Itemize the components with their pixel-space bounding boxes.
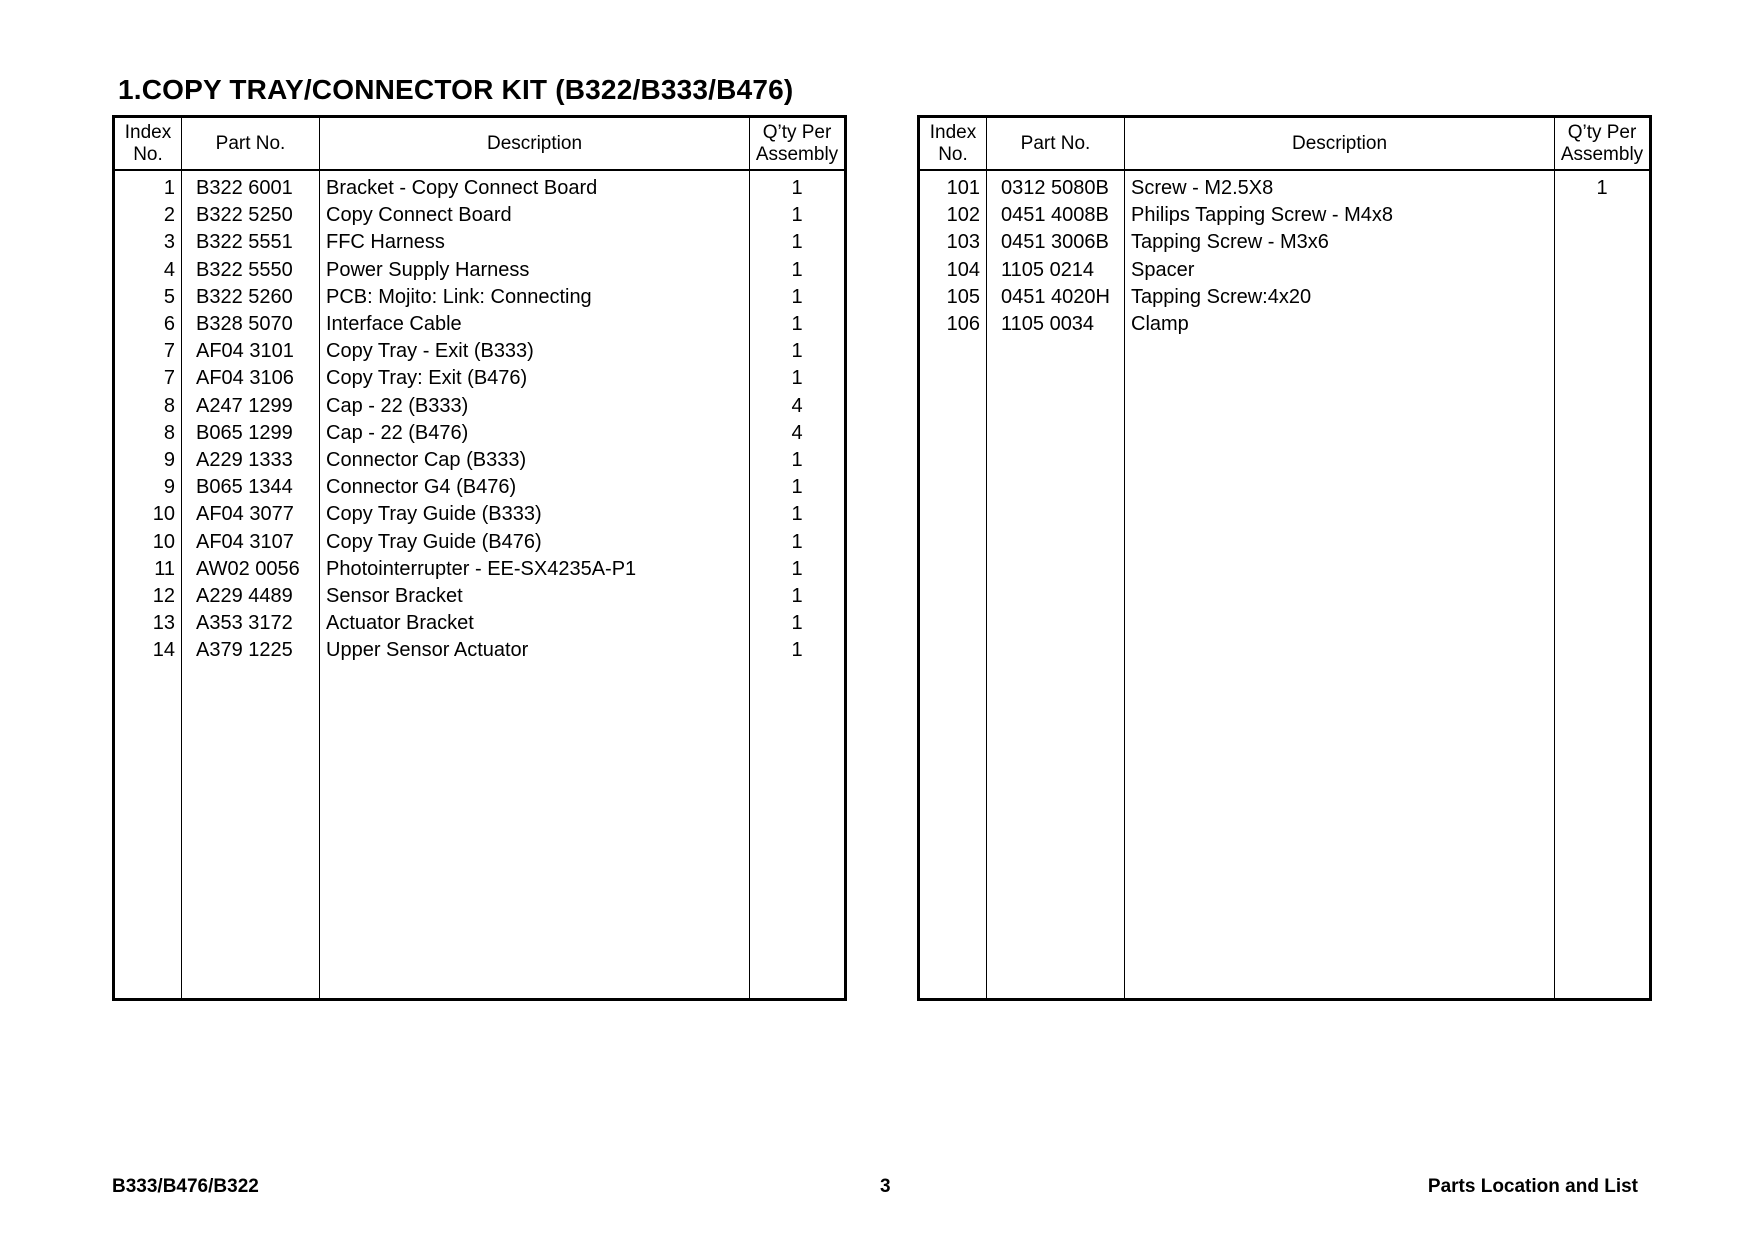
parts-table-right-body [919, 170, 1651, 1000]
part-number-cell: 0451 4008B [987, 202, 1125, 229]
qty-cell: 1 [750, 202, 846, 229]
table-row [114, 501, 846, 528]
qty-cell: 1 [750, 170, 846, 202]
index-header: Index No. [114, 117, 182, 171]
part-number-cell: A229 4489 [182, 583, 320, 610]
empty-cell [320, 665, 750, 1000]
empty-cell [987, 338, 1125, 999]
part-number-cell: A379 1225 [182, 637, 320, 664]
table-row [919, 229, 1651, 256]
qty-cell: 1 [750, 583, 846, 610]
table-row [114, 637, 846, 664]
qty-cell: 1 [750, 338, 846, 365]
description-cell: Actuator Bracket [320, 610, 750, 637]
empty-cell [1125, 338, 1555, 999]
part-number-cell: B322 6001 [182, 170, 320, 202]
index-cell: 101 [919, 170, 987, 202]
part-number-cell: AF04 3107 [182, 529, 320, 556]
description-cell: Copy Tray Guide (B333) [320, 501, 750, 528]
index-cell: 9 [114, 447, 182, 474]
description-cell: FFC Harness [320, 229, 750, 256]
description-cell: Cap - 22 (B333) [320, 393, 750, 420]
footer-section-title: Parts Location and List [1427, 1176, 1638, 1197]
qty-cell [1555, 311, 1651, 338]
table-row [114, 610, 846, 637]
qty-cell: 1 [750, 529, 846, 556]
part-number-cell: AF04 3106 [182, 365, 320, 392]
qty-cell: 1 [750, 229, 846, 256]
header-row [919, 117, 1651, 171]
description-cell: Copy Tray Guide (B476) [320, 529, 750, 556]
table-row [919, 170, 1651, 202]
table-row [114, 284, 846, 311]
qty-header: Q’ty Per Assembly [750, 117, 846, 171]
index-cell: 2 [114, 202, 182, 229]
description-cell: PCB: Mojito: Link: Connecting [320, 284, 750, 311]
qty-header: Q’ty Per Assembly [1555, 117, 1651, 171]
part-number-cell: B322 5250 [182, 202, 320, 229]
qty-cell: 1 [750, 637, 846, 664]
index-cell: 6 [114, 311, 182, 338]
description-cell: Sensor Bracket [320, 583, 750, 610]
index-cell: 105 [919, 284, 987, 311]
description-cell: Tapping Screw - M3x6 [1125, 229, 1555, 256]
qty-cell: 1 [750, 474, 846, 501]
part-number-cell: B322 5551 [182, 229, 320, 256]
index-cell: 10 [114, 501, 182, 528]
part-number-cell: 0312 5080B [987, 170, 1125, 202]
empty-cell [1555, 338, 1651, 999]
part-number-cell: B322 5260 [182, 284, 320, 311]
qty-cell [1555, 229, 1651, 256]
index-cell: 106 [919, 311, 987, 338]
table-row [919, 202, 1651, 229]
qty-cell: 1 [750, 610, 846, 637]
qty-cell: 1 [1555, 170, 1651, 202]
index-cell: 7 [114, 365, 182, 392]
description-cell: Upper Sensor Actuator [320, 637, 750, 664]
index-cell: 1 [114, 170, 182, 202]
empty-cell [750, 665, 846, 1000]
description-cell: Copy Connect Board [320, 202, 750, 229]
empty-cell [114, 665, 182, 1000]
description-cell: Interface Cable [320, 311, 750, 338]
table-row [114, 447, 846, 474]
index-cell: 104 [919, 257, 987, 284]
table-row [114, 311, 846, 338]
footer-page-number: 3 [880, 1176, 891, 1197]
index-cell: 103 [919, 229, 987, 256]
index-cell: 5 [114, 284, 182, 311]
description-cell: Clamp [1125, 311, 1555, 338]
table-row [114, 583, 846, 610]
empty-cell [919, 338, 987, 999]
part-number-cell: AW02 0056 [182, 556, 320, 583]
part-number-cell: B065 1299 [182, 420, 320, 447]
qty-cell: 4 [750, 393, 846, 420]
part-number-cell: A229 1333 [182, 447, 320, 474]
part-number-cell: 0451 4020H [987, 284, 1125, 311]
part-number-cell: AF04 3101 [182, 338, 320, 365]
qty-cell: 1 [750, 365, 846, 392]
description-cell: Copy Tray - Exit (B333) [320, 338, 750, 365]
table-row [114, 365, 846, 392]
description-cell: Cap - 22 (B476) [320, 420, 750, 447]
part-header: Part No. [987, 117, 1125, 171]
part-number-cell: 1105 0214 [987, 257, 1125, 284]
table-row [114, 338, 846, 365]
table-row [114, 529, 846, 556]
index-cell: 14 [114, 637, 182, 664]
index-cell: 3 [114, 229, 182, 256]
part-number-cell: 1105 0034 [987, 311, 1125, 338]
description-cell: Bracket - Copy Connect Board [320, 170, 750, 202]
description-cell: Tapping Screw:4x20 [1125, 284, 1555, 311]
table-row [114, 229, 846, 256]
empty-cell [182, 665, 320, 1000]
qty-cell: 1 [750, 257, 846, 284]
table-filler-row [114, 665, 846, 1000]
index-cell: 11 [114, 556, 182, 583]
qty-cell [1555, 284, 1651, 311]
table-row [114, 474, 846, 501]
parts-table-left [112, 115, 847, 1001]
qty-cell: 4 [750, 420, 846, 447]
qty-cell [1555, 257, 1651, 284]
table-row [919, 311, 1651, 338]
description-cell: Screw - M2.5X8 [1125, 170, 1555, 202]
description-cell: Power Supply Harness [320, 257, 750, 284]
index-cell: 9 [114, 474, 182, 501]
index-cell: 4 [114, 257, 182, 284]
index-cell: 10 [114, 529, 182, 556]
index-cell: 102 [919, 202, 987, 229]
description-cell: Philips Tapping Screw - M4x8 [1125, 202, 1555, 229]
part-number-cell: 0451 3006B [987, 229, 1125, 256]
part-number-cell: B065 1344 [182, 474, 320, 501]
description-cell: Connector Cap (B333) [320, 447, 750, 474]
index-cell: 8 [114, 420, 182, 447]
description-header: Description [1125, 117, 1555, 171]
qty-cell: 1 [750, 501, 846, 528]
index-cell: 7 [114, 338, 182, 365]
table-row [919, 257, 1651, 284]
index-cell: 8 [114, 393, 182, 420]
part-number-cell: B328 5070 [182, 311, 320, 338]
footer-model-codes: B333/B476/B322 [112, 1176, 259, 1197]
table-row [114, 420, 846, 447]
qty-cell: 1 [750, 284, 846, 311]
part-number-cell: A247 1299 [182, 393, 320, 420]
table-row [114, 202, 846, 229]
description-cell: Connector G4 (B476) [320, 474, 750, 501]
index-header: Index No. [919, 117, 987, 171]
qty-cell: 1 [750, 311, 846, 338]
table-row [919, 284, 1651, 311]
page-title: 1.COPY TRAY/CONNECTOR KIT (B322/B333/B476) [118, 74, 794, 105]
part-number-cell: AF04 3077 [182, 501, 320, 528]
description-header: Description [320, 117, 750, 171]
description-cell: Photointerrupter - EE-SX4235A-P1 [320, 556, 750, 583]
qty-cell: 1 [750, 447, 846, 474]
description-cell: Spacer [1125, 257, 1555, 284]
table-row [114, 170, 846, 202]
index-cell: 13 [114, 610, 182, 637]
parts-table-left-body [114, 170, 846, 1000]
description-cell: Copy Tray: Exit (B476) [320, 365, 750, 392]
table-row [114, 393, 846, 420]
parts-table-right [917, 115, 1652, 1001]
part-number-cell: B322 5550 [182, 257, 320, 284]
table-row [114, 556, 846, 583]
part-header: Part No. [182, 117, 320, 171]
qty-cell [1555, 202, 1651, 229]
header-row [114, 117, 846, 171]
table-filler-row [919, 338, 1651, 999]
index-cell: 12 [114, 583, 182, 610]
part-number-cell: A353 3172 [182, 610, 320, 637]
table-row [114, 257, 846, 284]
qty-cell: 1 [750, 556, 846, 583]
